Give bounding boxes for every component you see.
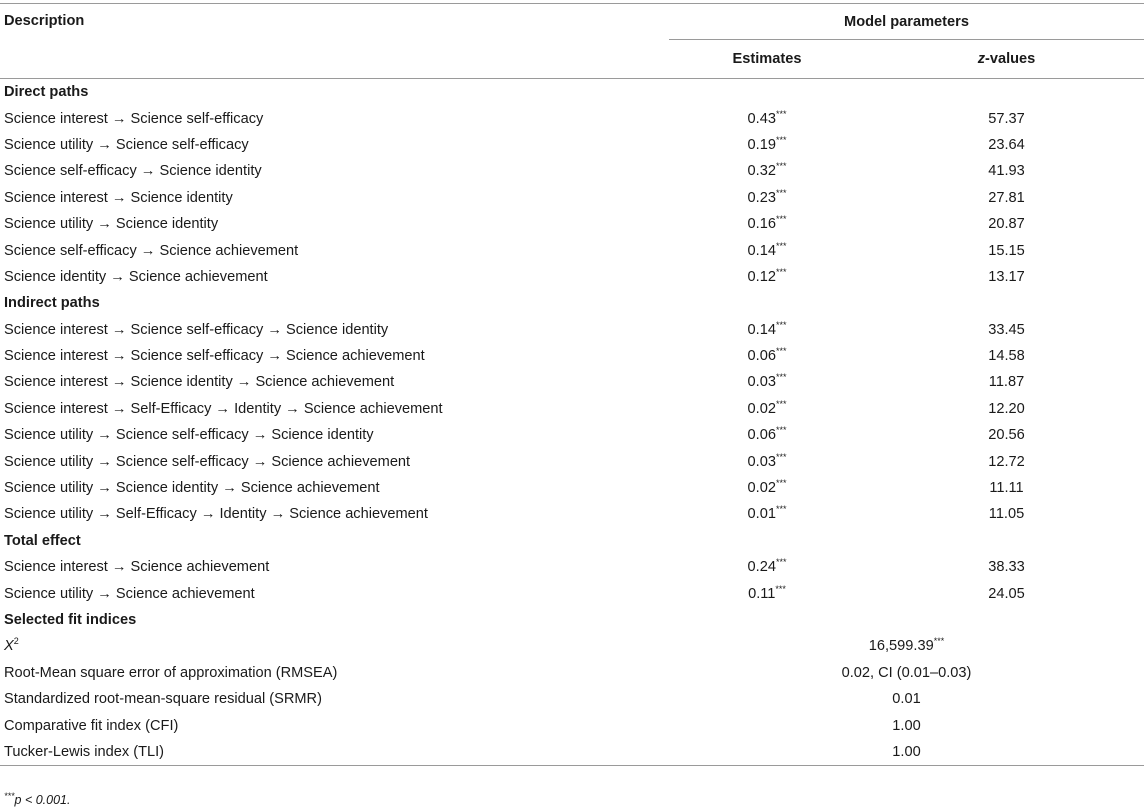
estimate-value	[665, 211, 865, 237]
z-value: 57.37	[988, 110, 1025, 127]
estimate-value	[665, 132, 865, 158]
fit-index-name: Root-Mean square error of approximation (RMSEA)	[4, 664, 338, 681]
chi-superscript: 2	[13, 636, 19, 647]
section-header-row	[0, 79, 1144, 106]
fit-index-name: Standardized root-mean-square residual (SRMR)	[4, 691, 322, 708]
estimate-number: 0.43	[747, 110, 776, 127]
z-value: 20.87	[988, 216, 1025, 233]
estimate-number: 0.32	[747, 163, 776, 180]
path-description: Science utility → Science self-efficacy	[4, 136, 249, 153]
significance-stars: ***	[775, 214, 787, 225]
z-value: 23.64	[988, 136, 1025, 153]
estimate-value	[665, 105, 865, 131]
z-value: 12.72	[988, 453, 1025, 470]
fit-index-value: 1.00	[665, 739, 1144, 766]
significance-stars: ***	[775, 108, 787, 119]
chi-square-value	[665, 633, 1144, 659]
significance-stars: ***	[775, 451, 787, 462]
significance-stars: ***	[775, 372, 787, 383]
estimate-value	[665, 580, 865, 606]
table-row	[0, 237, 1144, 263]
chi-value-number: 16,599.39	[868, 638, 934, 655]
z-value: 33.45	[988, 321, 1025, 338]
path-description: Science utility → Science achievement	[4, 585, 255, 602]
estimate-number: 0.02	[747, 400, 776, 417]
estimate-number: 0.19	[747, 136, 776, 153]
path-description: Science interest → Science self-efficacy → Science identity	[4, 321, 389, 338]
significance-stars: ***	[775, 135, 787, 146]
estimate-value	[665, 448, 865, 474]
z-value: 11.87	[988, 374, 1025, 391]
estimate-number: 0.06	[747, 427, 776, 444]
path-description: Science interest → Self-Efficacy → Identity → Science achievement	[4, 400, 443, 417]
table-row	[0, 132, 1144, 158]
table-row	[0, 396, 1144, 422]
estimate-value	[665, 369, 865, 395]
estimate-value	[665, 237, 865, 263]
significance-stars: ***	[775, 240, 787, 251]
fit-index-value: 1.00	[892, 717, 921, 734]
estimate-value	[665, 501, 865, 527]
estimate-value	[665, 396, 865, 422]
table-row	[0, 185, 1144, 211]
path-description: Science utility → Self-Efficacy → Identity → Science achievement	[4, 506, 428, 523]
z-value: 14.58	[988, 348, 1025, 365]
significance-stars: ***	[933, 636, 945, 647]
estimate-value	[665, 158, 865, 184]
z-value: 20.56	[988, 427, 1025, 444]
significance-stars: ***	[775, 161, 787, 172]
estimate-number: 0.23	[747, 189, 776, 206]
path-description: Science self-efficacy → Science achievement	[4, 242, 299, 259]
table-row	[0, 105, 1144, 131]
table-row	[0, 422, 1144, 448]
estimate-value	[665, 317, 865, 343]
section-title: Indirect paths	[4, 295, 100, 312]
path-description: Science interest → Science identity	[4, 189, 233, 206]
z-values-rest: -values	[985, 51, 1036, 67]
table-row	[0, 448, 1144, 474]
significance-stars: ***	[775, 478, 787, 489]
path-description: Science interest → Science self-efficacy → Science achievement	[4, 348, 425, 365]
estimate-value	[665, 422, 865, 448]
header-row-1	[0, 4, 1144, 41]
fit-index-row	[0, 712, 1144, 738]
path-description: Science utility → Science self-efficacy → Science achievement	[4, 453, 411, 470]
significance-stars: ***	[775, 399, 787, 410]
chi-square-label	[0, 633, 665, 659]
z-value: 11.05	[988, 506, 1025, 523]
estimate-value	[665, 343, 865, 369]
section-header-row	[0, 607, 1144, 633]
significance-stars: ***	[775, 267, 787, 278]
path-description: Science interest → Science achievement	[4, 559, 270, 576]
estimate-number: 0.01	[747, 506, 776, 523]
section-title: Total effect	[4, 532, 81, 549]
significance-stars: ***	[775, 557, 787, 568]
fit-index-name: Comparative fit index (CFI)	[4, 717, 179, 734]
description-header: Description	[0, 4, 665, 79]
estimate-value	[665, 475, 865, 501]
footnote-sup: ***	[4, 790, 15, 801]
estimate-value	[665, 554, 865, 580]
z-value: 24.05	[988, 585, 1025, 602]
table-row	[0, 264, 1144, 290]
section-header-row	[0, 290, 1144, 316]
table-row	[0, 158, 1144, 184]
fit-index-row	[0, 660, 1144, 686]
path-description: Science utility → Science identity → Science achievement	[4, 480, 380, 497]
z-value: 41.93	[988, 163, 1025, 180]
estimate-number: 0.06	[747, 348, 776, 365]
fit-index-value: 0.01	[892, 691, 921, 708]
chi-letter: X	[4, 638, 14, 655]
table-row	[0, 554, 1144, 580]
estimate-number: 0.24	[747, 559, 776, 576]
significance-stars: ***	[775, 583, 786, 594]
section-title: Direct paths	[4, 84, 89, 101]
model-parameters-header: Model parameters	[665, 4, 1144, 41]
estimate-number: 0.14	[747, 242, 776, 259]
table-row	[0, 343, 1144, 369]
section-header-row	[0, 528, 1144, 554]
estimates-header: Estimates	[732, 51, 802, 67]
table-row	[0, 369, 1144, 395]
significance-stars: ***	[775, 346, 787, 357]
significance-stars: ***	[775, 319, 787, 330]
path-description: Science interest → Science self-efficacy	[4, 110, 264, 127]
path-description: Science utility → Science identity	[4, 216, 219, 233]
z-value: 27.81	[988, 189, 1025, 206]
fit-index-row	[0, 686, 1144, 712]
significance-stars: ***	[775, 187, 787, 198]
estimate-number: 0.03	[747, 374, 776, 391]
path-description: Science identity → Science achievement	[4, 268, 268, 285]
table-row	[0, 501, 1144, 527]
z-value: 15.15	[988, 242, 1025, 259]
results-table	[0, 3, 1144, 766]
estimate-number: 0.11	[748, 585, 776, 602]
significance-stars: ***	[775, 504, 787, 515]
z-value: 12.20	[988, 400, 1025, 417]
chi-square-row	[0, 633, 1144, 659]
estimate-number: 0.16	[747, 216, 776, 233]
fit-index-value: 0.02, CI (0.01–0.03)	[841, 664, 972, 681]
z-letter: z	[977, 51, 985, 67]
estimate-number: 0.14	[747, 321, 776, 338]
fit-index-name: Tucker-Lewis index (TLI)	[0, 739, 665, 766]
z-value: 11.11	[989, 480, 1024, 497]
footnote-text: p < 0.001.	[14, 793, 71, 807]
table-row	[0, 317, 1144, 343]
estimate-number: 0.03	[747, 453, 776, 470]
estimate-value	[665, 185, 865, 211]
z-value: 13.17	[988, 268, 1025, 285]
section-title: Selected fit indices	[4, 612, 137, 628]
table-row	[0, 475, 1144, 501]
table-row	[0, 211, 1144, 237]
table-body	[0, 79, 1144, 766]
table-row	[0, 580, 1144, 606]
z-value: 38.33	[988, 559, 1025, 576]
footnote	[4, 790, 71, 807]
path-description: Science utility → Science self-efficacy → Science identity	[4, 427, 374, 444]
significance-stars: ***	[775, 425, 787, 436]
fit-index-row	[0, 739, 1144, 766]
estimate-number: 0.12	[747, 268, 776, 285]
estimate-value	[665, 264, 865, 290]
path-description: Science self-efficacy → Science identity	[4, 163, 262, 180]
estimate-number: 0.02	[747, 480, 776, 497]
path-description: Science interest → Science identity → Science achievement	[4, 374, 395, 391]
z-values-header	[865, 40, 1144, 79]
